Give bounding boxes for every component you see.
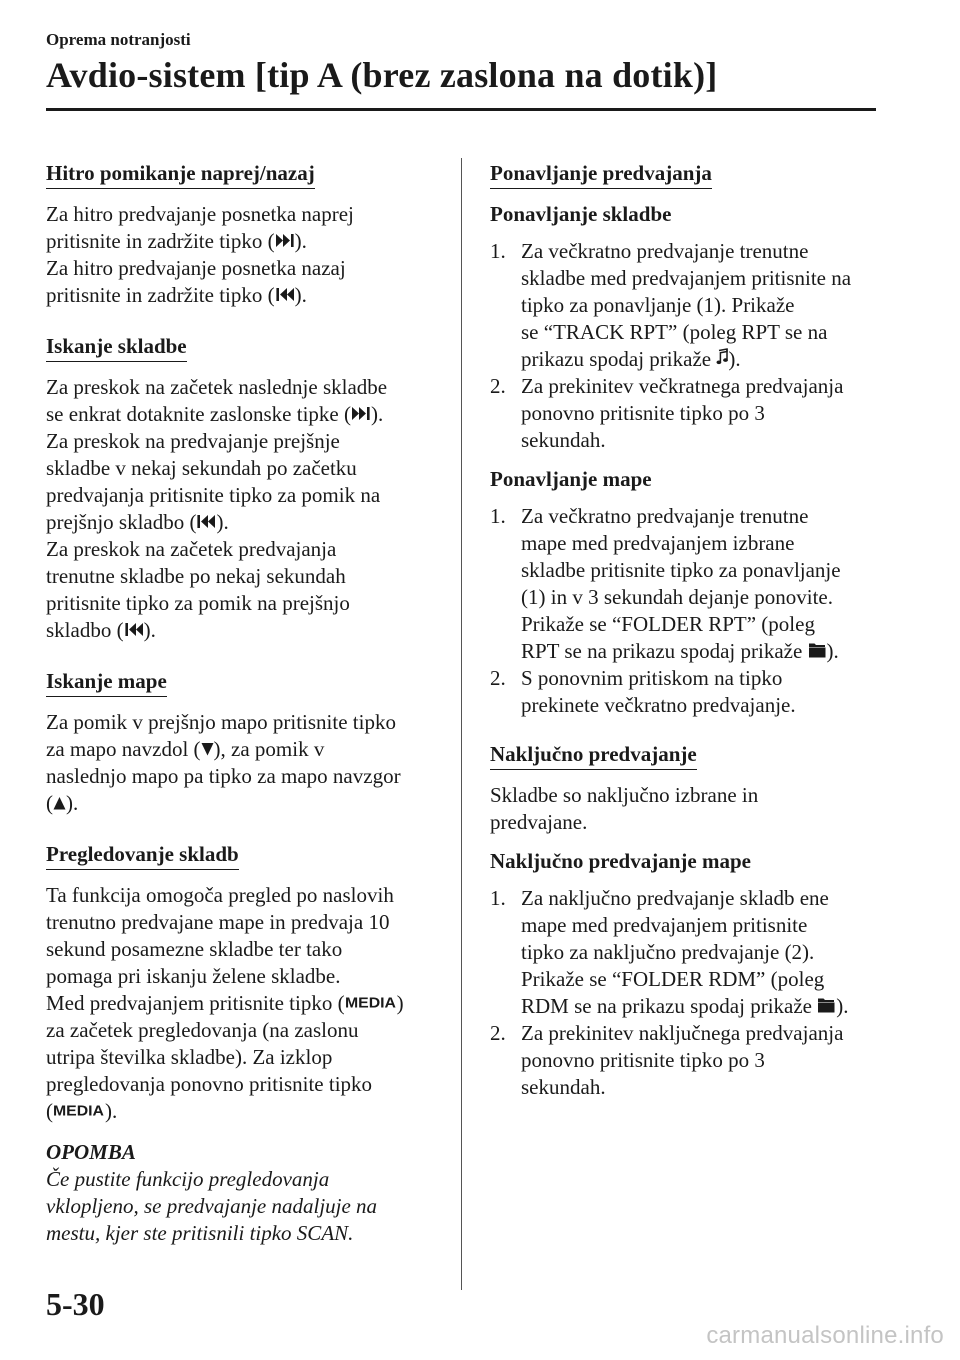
section-title-random: Naključno predvajanje <box>490 741 697 770</box>
svg-text:MEDIA: MEDIA <box>344 994 396 1010</box>
list-folder-random <box>490 885 880 1101</box>
title-rule <box>46 108 876 111</box>
breadcrumb: Oprema notranjosti <box>46 30 191 49</box>
section-title-folder-search: Iskanje mape <box>46 668 167 697</box>
list-track-repeat <box>490 238 880 454</box>
right-column <box>490 160 880 1111</box>
section-title-fast-seek: Hitro pomikanje naprej/nazaj <box>46 160 315 189</box>
media-key-icon <box>53 1102 105 1118</box>
subheading-folder-repeat: Ponavljanje mape <box>490 467 652 491</box>
paragraph-folder-search: Za pomik v prejšnjo mapo pritisnite tipko za mapo navzdol ( ), za pomik v naslednjo mapo pa tipko za mapo navzgor ( ). <box>46 710 401 815</box>
section-title-track-scan: Pregledovanje skladb <box>46 841 239 870</box>
page-number: 5-30 <box>46 1286 105 1322</box>
column-divider <box>461 158 462 1290</box>
paragraph-track-search: Za preskok na začetek naslednje skladbe se enkrat dotaknite zaslonske tipke ( ). Za preskok na predvajanje prejšnje skladbe v nekaj sekundah po začetku predvajanja pritisnite tipko za pomik na prejšnjo skladbo ( ). Za preskok na začetek predvajanja trenutne skladbe po nekaj sekundah pritisnite tipko za pomik na prejšnjo skladbo ( ). <box>46 375 388 642</box>
list-item: 1. Za naključno predvajanje skladb ene mape med predvajanjem pritisnite tipko za naključno predvajanje (2). Prikaže se “FOLDER RDM” (poleg RDM se na prikazu spodaj prikaže ). <box>490 886 849 1018</box>
list-item: 2. Za prekinitev večkratnega predvajanja ponovno pritisnite tipko po 3 sekundah. <box>490 374 844 452</box>
page-title: Avdio-sistem [tip A (brez zaslona na dotik)] <box>46 55 718 95</box>
section-title-track-search: Iskanje skladbe <box>46 333 187 362</box>
folder-icon <box>808 642 827 658</box>
subheading-folder-random: Naključno predvajanje mape <box>490 849 751 873</box>
triangle-down-icon <box>201 742 214 756</box>
paragraph-fast-seek: Za hitro predvajanje posnetka naprej pritisnite in zadržite tipko ( ). Za hitro predvajanje posnetka nazaj pritisnite in zadržite tipko ( ). <box>46 202 354 307</box>
rewind-icon <box>275 287 295 302</box>
svg-text:MEDIA: MEDIA <box>53 1102 105 1118</box>
triangle-up-icon <box>53 796 66 810</box>
media-key-icon <box>345 994 397 1010</box>
list-item: 2. Za prekinitev naključnega predvajanja ponovno pritisnite tipko po 3 sekundah. <box>490 1021 844 1099</box>
music-note-icon <box>716 348 728 366</box>
folder-icon <box>817 997 836 1013</box>
watermark: carmanualsonline.info <box>706 1322 944 1349</box>
rewind-icon <box>196 514 216 529</box>
fast-forward-icon <box>351 406 371 421</box>
left-column <box>46 160 438 1247</box>
subheading-track-repeat: Ponavljanje skladbe <box>490 202 672 226</box>
paragraph-random: Skladbe so naključno izbrane in predvajane. <box>490 783 759 834</box>
section-title-repeat: Ponavljanje predvajanja <box>490 160 712 189</box>
list-item: 1. Za večkratno predvajanje trenutne skladbe med predvajanjem pritisnite na tipko za ponavljanje (1). Prikaže se “TRACK RPT” (poleg RPT se na prikazu spodaj prikaže ). <box>490 239 852 371</box>
fast-forward-icon <box>275 233 295 248</box>
note-text: Če pustite funkcijo pregledovanja vklopljeno, se predvajanje nadaljuje na mestu, kjer ste pritisnili tipko SCAN. <box>46 1167 378 1245</box>
list-item: 2. S ponovnim pritiskom na tipko prekinete večkratno predvajanje. <box>490 666 796 717</box>
list-item: 1. Za večkratno predvajanje trenutne mape med predvajanjem izbrane skladbe pritisnite tipko za ponavljanje (1) in v 3 sekundah dejanje ponovite. Prikaže se “FOLDER RPT” (poleg RPT se na prikazu spodaj prikaže ). <box>490 504 841 663</box>
rewind-icon <box>124 622 144 637</box>
list-folder-repeat <box>490 503 880 719</box>
note-label: OPOMBA <box>46 1140 136 1164</box>
paragraph-track-scan: Ta funkcija omogoča pregled po naslovih trenutno predvajane mape in predvaja 10 sekund posamezne skladbe ter tako pomaga pri iskanju želene skladbe. Med predvajanjem pritisnite tipko ( MEDIA ) za začetek pregledovanja (na zaslonu utripa številka skladbe). Za izklop pregledovanja ponovno pritisnite tipko ( MEDIA ). <box>46 883 404 1123</box>
